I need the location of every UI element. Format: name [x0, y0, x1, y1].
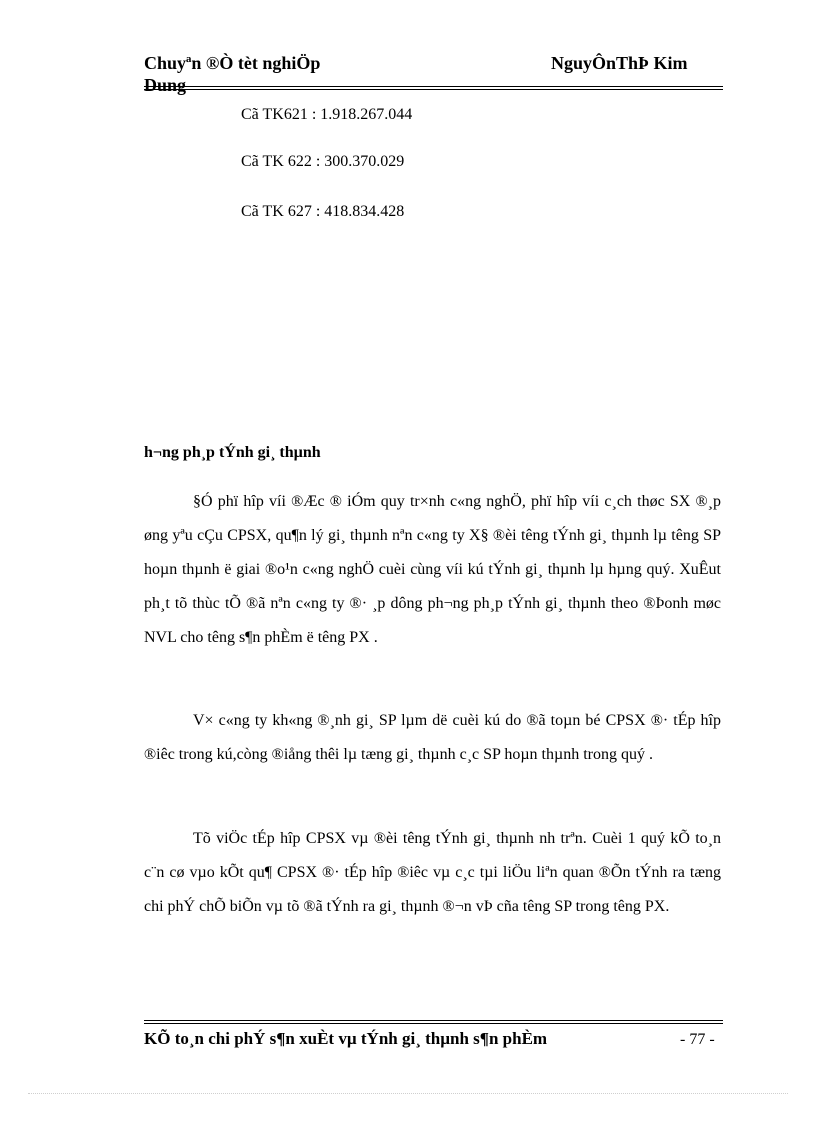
section-heading: h¬ng ph¸p tÝnh gi¸ thµnh	[144, 444, 321, 461]
paragraph-costing-method: §Ó phï hîp víi ®Æc ® iÓm quy tr×nh c«ng nghÖ, phï hîp víi c¸ch thøc SX ®¸p øng yªu cÇu CPSX, qu¶n lý gi¸ thµnh nªn c«ng ty X§ ®èi têng tÝnh gi¸ thµnh lµ têng SP hoµn thµnh ë giai ®o¹n c«ng nghÖ cuèi cùng víi kú tÝnh gi¸ thµnh lµ hµng quý. XuÊut ph¸t tõ thùc tÕ ®ã nªn c«ng ty ®· ¸p dông ph¬ng ph¸p tÝnh gi¸ thµnh theo ®Þonh møc NVL cho têng s¶n phÈm ë têng PX .	[144, 493, 721, 646]
header-author: NguyÔnThÞ Kim	[551, 53, 688, 73]
page-number: - 77 -	[680, 1031, 715, 1048]
header-topic: Chuyªn ®Ò tèt nghiÖp	[144, 53, 321, 73]
account-line-tk622: Cã TK 622 : 300.370.029	[241, 153, 405, 170]
footer-rule-top	[144, 1020, 723, 1021]
footer-title: KÕ to¸n chi phÝ s¶n xuÈt vµ tÝnh gi¸ thµnh s¶n phÈm	[144, 1029, 548, 1048]
header-topic-continued: Dung	[144, 75, 187, 95]
account-line-tk621: Cã TK621 : 1.918.267.044	[241, 106, 413, 123]
header-rule-top	[144, 86, 723, 87]
header-rule-bottom	[144, 89, 723, 90]
account-line-tk627: Cã TK 627 : 418.834.428	[241, 203, 405, 220]
footer-rule-bottom	[144, 1023, 723, 1024]
page-bottom-border	[28, 1093, 788, 1094]
paragraph-wip-note: V× c«ng ty kh«ng ®¸nh gi¸ SP lµm dë cuèi kú do ®ã toµn bé CPSX ®· tÉp hîp ®iêc trong kú,còng ®iång thêi lµ tæng gi¸ thµnh c¸c SP hoµn thµnh trong quý .	[144, 712, 721, 763]
paragraph-cost-aggregation: Tõ viÖc tÉp hîp CPSX vµ ®èi têng tÝnh gi¸ thµnh nh trªn. Cuèi 1 quý kÕ to¸n c¨n cø vµo kÕt qu¶ CPSX ®· tÉp hîp ®iêc vµ c¸c tµi liÖu liªn quan ®Õn tÝnh ra tæng chi phÝ chÕ biÕn vµ tõ ®ã tÝnh ra gi¸ thµnh ®¬n vÞ cña têng SP trong têng PX.	[144, 830, 721, 915]
